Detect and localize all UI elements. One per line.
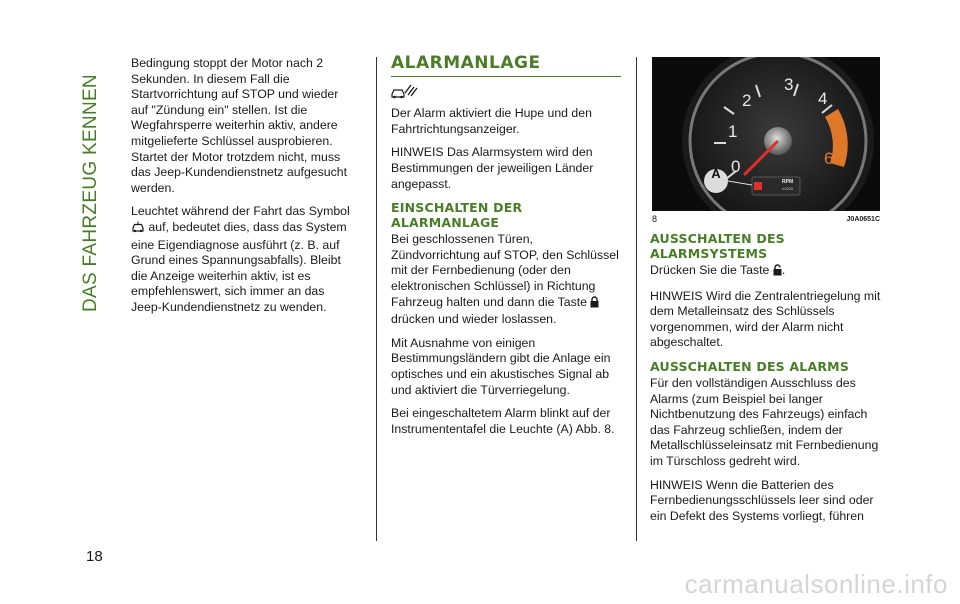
paragraph-note-central-lock: HINWEIS Wird die Zentralentriegelung mit dem Metalleinsatz des Schlüssels vorgenommen, wird der Alarm nicht abgeschaltet. — [650, 288, 881, 350]
column-1 — [131, 56, 357, 324]
dial-number: 0 — [731, 157, 741, 176]
column-divider-1 — [376, 57, 377, 541]
figure-number: 8 — [652, 214, 658, 224]
lock-icon — [590, 296, 599, 313]
figure-caption — [652, 214, 880, 224]
section-heading-alarmanlage: ALARMANLAGE — [391, 56, 621, 77]
dial-number: 6 — [824, 149, 834, 168]
rpm-label: RPM — [782, 179, 794, 185]
paragraph-note-batteries: HINWEIS Wenn die Batterien des Fernbedienungsschlüssels leer sind oder ein Defekt des Systems vorliegt, führen — [650, 477, 874, 523]
paragraph-text-b: . — [781, 263, 786, 277]
alarm-system-icon — [391, 83, 621, 104]
paragraph-deactivate — [650, 263, 882, 281]
tachometer-illustration — [652, 57, 880, 211]
unlock-icon — [773, 264, 782, 281]
paragraph-text-b: auf, bedeutet dies, dass das System eine Eigendiagnose ausführt (z. B. auf Grund eines Spannungsabfalls). Bleibt die Anzeige weiterhin aktiv, ist es empfehlenswert, sich immer an das Jeep-Kundendienstnetz zu wenden. — [131, 219, 347, 314]
dial-number: 4 — [818, 89, 828, 108]
rpm-sub-label: x1000 — [782, 186, 793, 191]
subheading-einschalten: EINSCHALTEN DER ALARMANLAGE — [391, 200, 523, 231]
paragraph-text-a: Drücken Sie die Taste — [650, 263, 770, 277]
column-2 — [391, 53, 621, 445]
immobilizer-car-icon — [131, 221, 145, 238]
paragraph-alarm-function: Der Alarm aktiviert die Hupe und den Fahrtrichtungsanzeiger. — [391, 106, 592, 136]
instrument-cluster-figure — [652, 57, 880, 211]
paragraph-led-blink: Bei eingeschaltetem Alarm blinkt auf der Instrumententafel die Leuchte (A) Abb. 8. — [391, 406, 615, 436]
alarm-led-indicator — [754, 182, 762, 190]
figure-code: J0A0651C — [846, 216, 880, 223]
paragraph-note-country: HINWEIS Das Alarmsystem wird den Bestimmungen der jeweiligen Länder angepasst. — [391, 145, 594, 191]
callout-label-a: A — [711, 166, 721, 181]
dial-number: 1 — [728, 122, 738, 141]
column-divider-2 — [636, 57, 637, 541]
subheading-ausschalten-alarm: AUSSCHALTEN DES ALARMS — [650, 358, 850, 374]
paragraph-text-a: Bei geschlossenen Türen, Zündvorrichtung auf STOP, den Schlüssel mit der Fernbedienung (oder den elektronischen Schlüssel) in Richtung Fahrzeug halten und dann die Taste — [391, 232, 619, 309]
paragraph-text-a: Leuchtet während der Fahrt das Symbol — [131, 204, 350, 219]
dial-number: 5 — [832, 119, 842, 138]
paragraph-signal: Mit Ausnahme von einigen Bestimmungsländern gibt die Anlage ein optisches und ein akustisches Signal ab und aktiviert die Türverriegelung. — [391, 335, 611, 397]
dial-number: 2 — [742, 91, 752, 110]
column-3 — [650, 231, 882, 532]
sidebar-chapter-title: DAS FAHRZEUG KENNEN — [80, 74, 101, 312]
paragraph-activate-alarm — [391, 232, 621, 328]
paragraph-immobilizer-restart: Bedingung stoppt der Motor nach 2 Sekunden. In diesem Fall die Startvorrichtung auf STOP und wieder auf "Zündung ein" stellen. Ist die Wegfahrsperre weiterhin aktiv, andere mitgelieferte Schlüssel ausprobieren. Startet der Motor trotzdem nicht, muss das Jeep-Kundendienstnetz aufgesucht werden. — [131, 56, 348, 195]
dial-number: 3 — [784, 75, 794, 94]
paragraph-immobilizer-warning — [131, 204, 357, 315]
subheading-ausschalten-system: AUSSCHALTEN DES ALARMSYSTEMS — [650, 231, 785, 261]
watermark: carmanualsonline.info — [684, 569, 948, 599]
page-number: 18 — [86, 548, 103, 565]
paragraph-text-b: drücken und wieder loslassen. — [391, 312, 557, 327]
paragraph-full-exclusion: Für den vollständigen Ausschluss des Alarms (zum Beispiel bei langer Nichtbenutzung des Fahrzeugs) einfach das Fahrzeug schließen, indem der Metallschlüsseleinsatz mit Fernbedienung im Türschloss gedreht wird. — [650, 375, 879, 468]
